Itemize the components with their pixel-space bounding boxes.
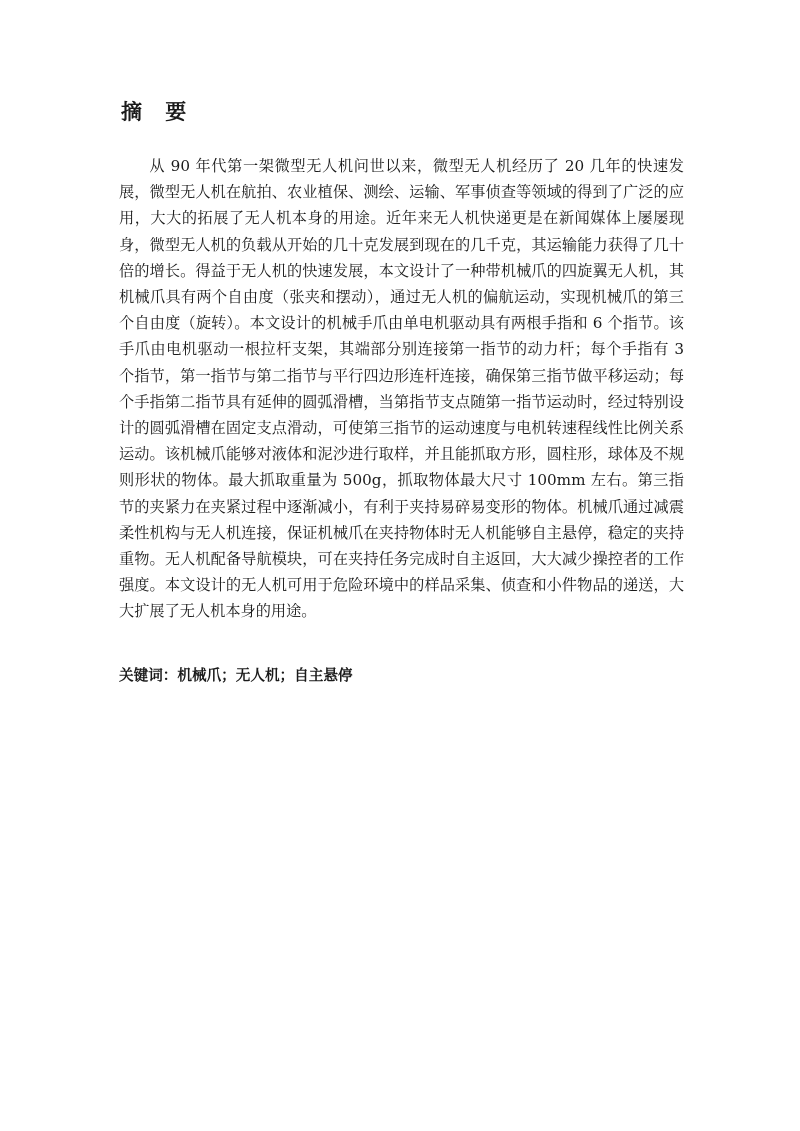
abstract-heading: 摘 要 (121, 100, 195, 124)
keywords-line: 关键词：机械爪；无人机；自主悬停 (119, 667, 353, 684)
abstract-body: 从 90 年代第一架微型无人机问世以来，微型无人机经历了 20 几年的快速发展，微型无人机在航拍、农业植保、测绘、运输、军事侦查等领域的得到了广泛的应用，大大的拓展了无人机本身的用途。近年来无人机快递更是在新闻媒体上屡屡现身，微型无人机的负载从开始的几十克发展到现在的几千克，其运输能力获得了几十倍的增长。得益于无人机的快速发展，本文设计了一种带机械爪的四旋翼无人机，其机械爪具有两个自由度（张夹和摆动），通过无人机的偏航运动，实现机械爪的第三个自由度（旋转）。本文设计的机械手爪由单电机驱动具有两根手指和 6 个指节。该手爪由电机驱动一根拉杆支架，其端部分别连接第一指节的动力杆；每个手指有 3 个指节，第一指节与第二指节与平行四边形连杆连接，确保第三指节做平移运动；每个手指第二指节具有延伸的圆弧滑槽，当第指节支点随第一指节运动时，经过特别设计的圆弧滑槽在固定支点滑动，可使第三指节的运动速度与电机转速程线性比例关系运动。该机械爪能够对液体和泥沙进行取样，并且能抓取方形，圆柱形，球体及不规则形状的物体。最大抓取重量为 500g，抓取物体最大尺寸 100mm 左右。第三指节的夹紧力在夹紧过程中逐渐减小，有利于夹持易碎易变形的物体。机械爪通过减震柔性机构与无人机连接，保证机械爪在夹持物体时无人机能够自主悬停，稳定的夹持重物。无人机配备导航模块，可在夹持任务完成时自主返回，大大减少操控者的工作强度。本文设计的无人机可用于危险环境中的样品采集、侦查和小件物品的递送，大大扩展了无人机本身的用途。 (119, 157, 684, 621)
